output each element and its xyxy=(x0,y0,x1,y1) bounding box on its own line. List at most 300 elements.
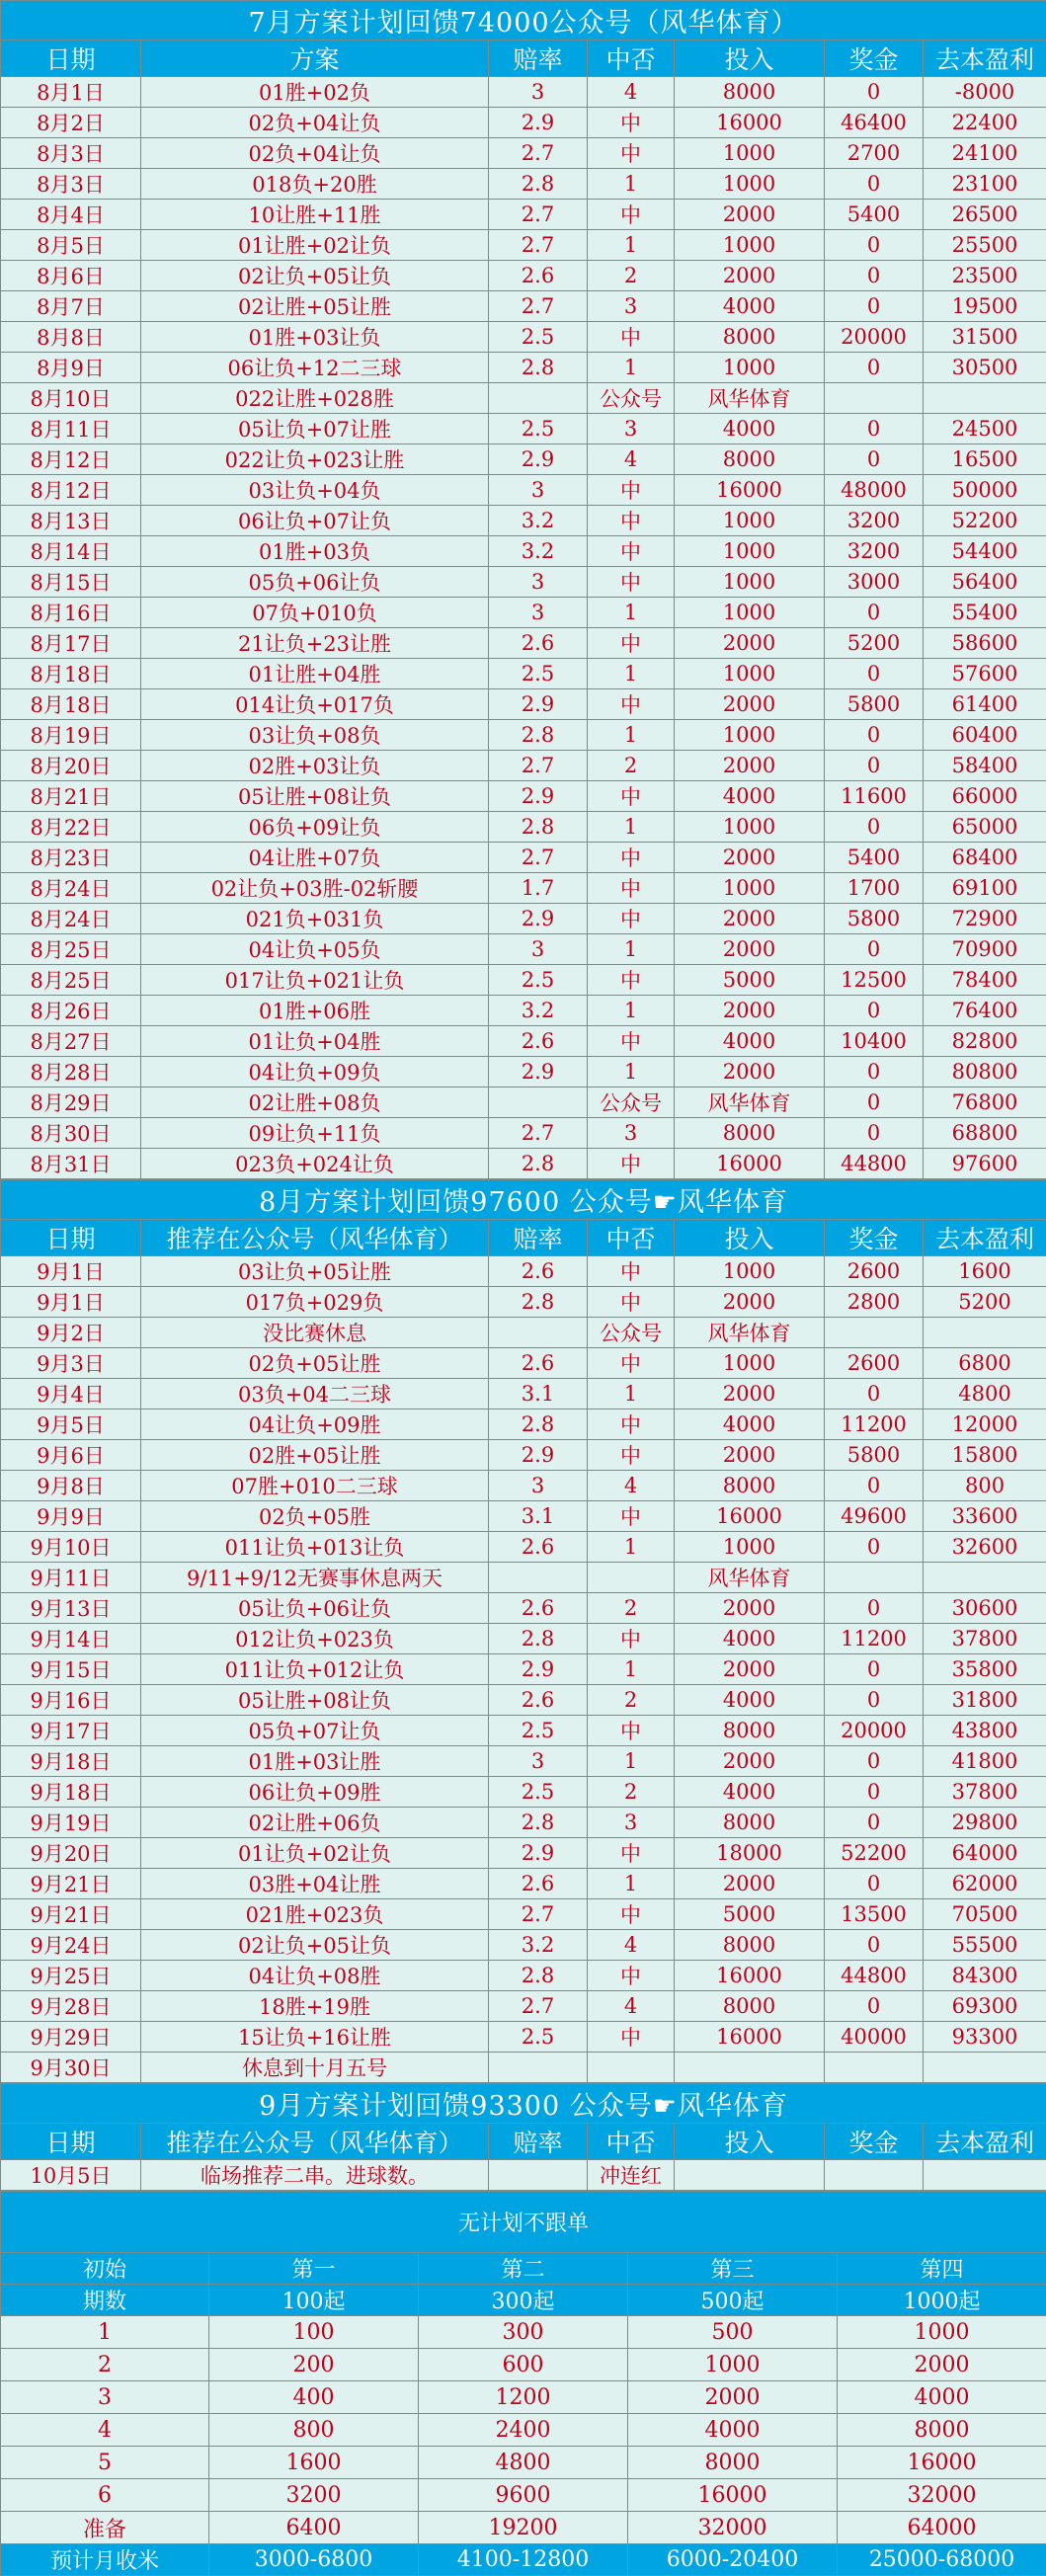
odds-cell: 2.6 xyxy=(489,1026,588,1057)
odds-cell: 2.9 xyxy=(489,1440,588,1471)
plan-cell: 07负+010负 xyxy=(141,598,489,628)
profit-cell: 50000 xyxy=(924,475,1046,506)
plan-cell: 05让负+07让胜 xyxy=(141,414,489,444)
date-cell: 9月18日 xyxy=(1,1746,141,1777)
ladder-amount-cell: 64000 xyxy=(838,2512,1046,2544)
profit-cell xyxy=(924,2160,1046,2191)
result-cell: 1 xyxy=(588,934,675,965)
prize-cell: 0 xyxy=(825,812,924,843)
odds-cell: 2.7 xyxy=(489,1991,588,2022)
prize-cell: 44800 xyxy=(825,1149,924,1179)
table-row xyxy=(1,1746,1046,1777)
stake-cell: 1000 xyxy=(675,812,825,843)
plan-cell: 05负+07让负 xyxy=(141,1716,489,1746)
table-row xyxy=(1,1501,1046,1532)
ladder-header: 第二 xyxy=(419,2253,628,2285)
odds-cell: 3.2 xyxy=(489,1930,588,1961)
column-header: 赔率 xyxy=(489,40,588,77)
result-cell: 中 xyxy=(588,904,675,934)
odds-cell: 3 xyxy=(489,934,588,965)
result-cell: 中 xyxy=(588,1501,675,1532)
prize-cell: 12500 xyxy=(825,965,924,996)
odds-cell: 2.6 xyxy=(489,1869,588,1899)
result-cell: 中 xyxy=(588,475,675,506)
prize-cell: 0 xyxy=(825,1685,924,1716)
ladder-step-cell: 3 xyxy=(1,2381,209,2414)
plan-cell: 06让负+07让负 xyxy=(141,506,489,536)
plan-cell: 02负+05让胜 xyxy=(141,1348,489,1379)
table-row xyxy=(1,536,1046,567)
result-cell: 中 xyxy=(588,536,675,567)
odds-cell: 2.6 xyxy=(489,628,588,659)
prize-cell: 20000 xyxy=(825,1716,924,1746)
stake-cell: 8000 xyxy=(675,322,825,353)
table-row xyxy=(1,1624,1046,1654)
result-cell: 1 xyxy=(588,659,675,689)
stake-cell: 4000 xyxy=(675,1624,825,1654)
result-cell: 中 xyxy=(588,200,675,230)
stake-cell: 2000 xyxy=(675,904,825,934)
odds-cell: 2.8 xyxy=(489,1624,588,1654)
income-row xyxy=(1,2544,1046,2576)
result-cell: 3 xyxy=(588,1118,675,1149)
ladder-step-cell: 5 xyxy=(1,2447,209,2479)
profit-cell: 82800 xyxy=(924,1026,1046,1057)
odds-cell: 3.2 xyxy=(489,506,588,536)
date-cell: 8月9日 xyxy=(1,353,141,383)
stake-cell: 16000 xyxy=(675,1501,825,1532)
header-row xyxy=(1,2124,1046,2160)
stake-cell: 1000 xyxy=(675,230,825,261)
table-row xyxy=(1,77,1046,108)
plan-cell: 休息到十月五号 xyxy=(141,2053,489,2083)
plan-cell: 01让负+02让负 xyxy=(141,1838,489,1869)
date-cell: 9月8日 xyxy=(1,1471,141,1501)
plan-cell: 014让负+017负 xyxy=(141,689,489,720)
ladder-subheader: 300起 xyxy=(419,2285,628,2316)
profit-cell: 23100 xyxy=(924,169,1046,200)
profit-cell: 4800 xyxy=(924,1379,1046,1409)
profit-cell: 55400 xyxy=(924,598,1046,628)
date-cell: 9月20日 xyxy=(1,1838,141,1869)
plan-cell: 04让负+09胜 xyxy=(141,1409,489,1440)
ladder-row xyxy=(1,2316,1046,2349)
stake-cell: 风华体育 xyxy=(675,1563,825,1593)
ladder-amount-cell: 4000 xyxy=(838,2381,1046,2414)
stake-cell: 1000 xyxy=(675,506,825,536)
odds-cell xyxy=(489,1563,588,1593)
prize-cell: 5200 xyxy=(825,628,924,659)
stake-cell: 4000 xyxy=(675,414,825,444)
profit-cell xyxy=(924,383,1046,414)
date-cell: 8月23日 xyxy=(1,843,141,873)
odds-cell: 2.8 xyxy=(489,812,588,843)
prize-cell: 0 xyxy=(825,230,924,261)
result-cell: 公众号 xyxy=(588,1318,675,1348)
stake-cell: 2000 xyxy=(675,1287,825,1318)
profit-cell: 61400 xyxy=(924,689,1046,720)
profit-cell: 23500 xyxy=(924,261,1046,291)
plan-cell: 06让负+09胜 xyxy=(141,1777,489,1808)
stake-cell: 16000 xyxy=(675,108,825,138)
plan-cell: 01让胜+02让负 xyxy=(141,230,489,261)
odds-cell: 2.5 xyxy=(489,414,588,444)
odds-cell: 2.8 xyxy=(489,353,588,383)
income-range: 25000-68000 xyxy=(838,2544,1046,2576)
profit-cell: 69300 xyxy=(924,1991,1046,2022)
odds-cell: 2.9 xyxy=(489,108,588,138)
result-cell: 3 xyxy=(588,291,675,322)
plan-cell: 06让负+12二三球 xyxy=(141,353,489,383)
plan-cell: 05让胜+08让负 xyxy=(141,1685,489,1716)
result-cell: 中 xyxy=(588,1899,675,1930)
plan-cell: 01胜+03让负 xyxy=(141,322,489,353)
odds-cell: 2.6 xyxy=(489,1685,588,1716)
odds-cell: 2.6 xyxy=(489,1532,588,1563)
odds-cell: 2.9 xyxy=(489,689,588,720)
plan-cell: 011让负+013让负 xyxy=(141,1532,489,1563)
date-cell: 8月18日 xyxy=(1,689,141,720)
date-cell: 8月6日 xyxy=(1,261,141,291)
ladder-amount-cell: 200 xyxy=(209,2349,419,2381)
stake-cell: 4000 xyxy=(675,1685,825,1716)
table-row xyxy=(1,322,1046,353)
plan-cell: 023负+024让负 xyxy=(141,1149,489,1179)
odds-cell: 2.5 xyxy=(489,1777,588,1808)
stake-cell: 2000 xyxy=(675,1869,825,1899)
odds-cell: 2.6 xyxy=(489,1593,588,1624)
result-cell: 1 xyxy=(588,1532,675,1563)
prize-cell: 3200 xyxy=(825,536,924,567)
prize-cell: 0 xyxy=(825,934,924,965)
plan-cell: 没比赛休息 xyxy=(141,1318,489,1348)
table-row xyxy=(1,567,1046,598)
table-row xyxy=(1,812,1046,843)
section-title: 8月方案计划回馈97600 公众号☛风华体育 xyxy=(1,1180,1046,1220)
result-cell: 中 xyxy=(588,965,675,996)
column-header: 奖金 xyxy=(825,1220,924,1256)
ladder-amount-cell: 4000 xyxy=(628,2414,838,2447)
prize-cell: 5800 xyxy=(825,904,924,934)
plan-cell: 04让负+09负 xyxy=(141,1057,489,1087)
profit-cell: 1600 xyxy=(924,1256,1046,1287)
ladder-header: 初始 xyxy=(1,2253,209,2285)
prize-cell: 0 xyxy=(825,1746,924,1777)
date-cell: 9月17日 xyxy=(1,1716,141,1746)
table-row xyxy=(1,598,1046,628)
date-cell: 9月13日 xyxy=(1,1593,141,1624)
date-cell: 8月12日 xyxy=(1,475,141,506)
result-cell: 中 xyxy=(588,689,675,720)
stake-cell: 1000 xyxy=(675,598,825,628)
result-cell: 中 xyxy=(588,506,675,536)
profit-cell: 76400 xyxy=(924,996,1046,1026)
date-cell: 9月9日 xyxy=(1,1501,141,1532)
column-header: 去本盈利 xyxy=(924,40,1046,77)
stake-cell: 5000 xyxy=(675,1899,825,1930)
table-row xyxy=(1,506,1046,536)
column-header: 方案 xyxy=(141,40,489,77)
prize-cell: 11200 xyxy=(825,1624,924,1654)
stake-cell: 16000 xyxy=(675,1149,825,1179)
profit-cell: 29800 xyxy=(924,1808,1046,1838)
prize-cell: 5400 xyxy=(825,200,924,230)
plan-cell: 022让负+023让胜 xyxy=(141,444,489,475)
date-cell: 8月30日 xyxy=(1,1118,141,1149)
odds-cell: 2.8 xyxy=(489,1961,588,1991)
plan-cell: 017负+029负 xyxy=(141,1287,489,1318)
ladder-amount-cell: 16000 xyxy=(838,2447,1046,2479)
profit-cell xyxy=(924,1318,1046,1348)
table-row xyxy=(1,261,1046,291)
prize-cell: 0 xyxy=(825,1593,924,1624)
ladder-amount-cell: 19200 xyxy=(419,2512,628,2544)
ladder-amount-cell: 32000 xyxy=(838,2479,1046,2512)
date-cell: 9月14日 xyxy=(1,1624,141,1654)
stake-cell: 1000 xyxy=(675,169,825,200)
prize-cell: 44800 xyxy=(825,1961,924,1991)
ladder-step-cell: 1 xyxy=(1,2316,209,2349)
odds-cell: 3.1 xyxy=(489,1379,588,1409)
table-row xyxy=(1,1057,1046,1087)
ladder-amount-cell: 1000 xyxy=(628,2349,838,2381)
profit-cell: 37800 xyxy=(924,1777,1046,1808)
prize-cell: 0 xyxy=(825,169,924,200)
ladder-amount-cell: 2400 xyxy=(419,2414,628,2447)
table-row xyxy=(1,1532,1046,1563)
result-cell: 1 xyxy=(588,1654,675,1685)
profit-cell: 41800 xyxy=(924,1746,1046,1777)
table-row xyxy=(1,1777,1046,1808)
table-row xyxy=(1,1838,1046,1869)
profit-cell: 60400 xyxy=(924,720,1046,751)
odds-cell xyxy=(489,1087,588,1118)
table-row xyxy=(1,353,1046,383)
odds-cell: 2.5 xyxy=(489,659,588,689)
date-cell: 8月29日 xyxy=(1,1087,141,1118)
plan-cell: 09让负+11负 xyxy=(141,1118,489,1149)
plan-cell: 03让负+08负 xyxy=(141,720,489,751)
prize-cell: 20000 xyxy=(825,322,924,353)
profit-cell: 57600 xyxy=(924,659,1046,689)
ladder-row xyxy=(1,2447,1046,2479)
table-row xyxy=(1,781,1046,812)
plan-cell: 03胜+04让胜 xyxy=(141,1869,489,1899)
plan-cell: 9/11+9/12无赛事休息两天 xyxy=(141,1563,489,1593)
date-cell: 8月14日 xyxy=(1,536,141,567)
prize-cell: 1700 xyxy=(825,873,924,904)
stake-cell: 4000 xyxy=(675,1409,825,1440)
stake-cell: 风华体育 xyxy=(675,1087,825,1118)
plan-cell: 03负+04二三球 xyxy=(141,1379,489,1409)
plan-cell: 021胜+023负 xyxy=(141,1899,489,1930)
profit-cell: 30600 xyxy=(924,1593,1046,1624)
result-cell: 中 xyxy=(588,1838,675,1869)
result-cell: 中 xyxy=(588,843,675,873)
plan-cell: 02让负+05让负 xyxy=(141,1930,489,1961)
result-cell: 1 xyxy=(588,230,675,261)
stake-cell: 8000 xyxy=(675,1471,825,1501)
stake-cell: 8000 xyxy=(675,1930,825,1961)
date-cell: 8月18日 xyxy=(1,659,141,689)
stake-cell: 8000 xyxy=(675,1808,825,1838)
table-row xyxy=(1,1808,1046,1838)
column-header: 去本盈利 xyxy=(924,1220,1046,1256)
odds-cell: 2.7 xyxy=(489,200,588,230)
stake-cell: 2000 xyxy=(675,261,825,291)
prize-cell: 0 xyxy=(825,1379,924,1409)
table-row xyxy=(1,1379,1046,1409)
date-cell: 9月11日 xyxy=(1,1563,141,1593)
date-cell: 9月15日 xyxy=(1,1654,141,1685)
date-cell: 8月27日 xyxy=(1,1026,141,1057)
date-cell: 9月16日 xyxy=(1,1685,141,1716)
ladder-step-cell: 准备 xyxy=(1,2512,209,2544)
column-header: 日期 xyxy=(1,2124,141,2160)
result-cell: 中 xyxy=(588,322,675,353)
table-row xyxy=(1,169,1046,200)
result-cell: 1 xyxy=(588,1746,675,1777)
profit-cell: 62000 xyxy=(924,1869,1046,1899)
table-row xyxy=(1,996,1046,1026)
odds-cell: 3 xyxy=(489,598,588,628)
odds-cell: 2.8 xyxy=(489,169,588,200)
date-cell: 9月29日 xyxy=(1,2022,141,2053)
ladder-header: 第一 xyxy=(209,2253,419,2285)
ladder-amount-cell: 4800 xyxy=(419,2447,628,2479)
table-row xyxy=(1,108,1046,138)
odds-cell: 2.8 xyxy=(489,1149,588,1179)
odds-cell: 3.2 xyxy=(489,996,588,1026)
odds-cell: 3 xyxy=(489,77,588,108)
table-row xyxy=(1,751,1046,781)
profit-cell: 65000 xyxy=(924,812,1046,843)
table-row xyxy=(1,934,1046,965)
stake-cell xyxy=(675,2053,825,2083)
date-cell: 9月3日 xyxy=(1,1348,141,1379)
ladder-row xyxy=(1,2512,1046,2544)
result-cell: 公众号 xyxy=(588,383,675,414)
ladder-amount-cell: 300 xyxy=(419,2316,628,2349)
table-row xyxy=(1,2160,1046,2191)
date-cell: 9月1日 xyxy=(1,1256,141,1287)
table-row xyxy=(1,291,1046,322)
prize-cell: 0 xyxy=(825,291,924,322)
stake-cell: 8000 xyxy=(675,1991,825,2022)
ladder-row xyxy=(1,2381,1046,2414)
plan-cell: 04让负+08胜 xyxy=(141,1961,489,1991)
profit-cell: 16500 xyxy=(924,444,1046,475)
stake-cell: 1000 xyxy=(675,720,825,751)
profit-cell: 26500 xyxy=(924,200,1046,230)
table-row xyxy=(1,965,1046,996)
stake-cell: 1000 xyxy=(675,1348,825,1379)
result-cell: 1 xyxy=(588,1869,675,1899)
date-cell: 8月24日 xyxy=(1,873,141,904)
prize-cell xyxy=(825,1318,924,1348)
prize-cell: 2700 xyxy=(825,138,924,169)
table-row xyxy=(1,444,1046,475)
prize-cell: 0 xyxy=(825,444,924,475)
date-cell: 8月26日 xyxy=(1,996,141,1026)
odds-cell: 3 xyxy=(489,1471,588,1501)
stake-cell: 1000 xyxy=(675,1256,825,1287)
date-cell: 10月5日 xyxy=(1,2160,141,2191)
date-cell: 8月19日 xyxy=(1,720,141,751)
profit-cell xyxy=(924,2053,1046,2083)
column-header: 推荐在公众号（风华体育） xyxy=(141,1220,489,1256)
table-row xyxy=(1,873,1046,904)
plan-cell: 011让负+012让负 xyxy=(141,1654,489,1685)
odds-cell: 1.7 xyxy=(489,873,588,904)
odds-cell: 2.7 xyxy=(489,1899,588,1930)
plan-cell: 01胜+03让胜 xyxy=(141,1746,489,1777)
result-cell: 1 xyxy=(588,169,675,200)
table-row xyxy=(1,138,1046,169)
table-row xyxy=(1,1471,1046,1501)
ladder-amount-cell: 600 xyxy=(419,2349,628,2381)
table-row xyxy=(1,904,1046,934)
date-cell: 8月5日 xyxy=(1,230,141,261)
ladder-amount-cell: 8000 xyxy=(838,2414,1046,2447)
column-header: 中否 xyxy=(588,40,675,77)
table-row xyxy=(1,414,1046,444)
plan-cell: 02让负+05让负 xyxy=(141,261,489,291)
income-range: 6000-20400 xyxy=(628,2544,838,2576)
date-cell: 8月20日 xyxy=(1,751,141,781)
prize-cell xyxy=(825,2160,924,2191)
stake-cell: 2000 xyxy=(675,200,825,230)
section-banner xyxy=(1,1180,1046,1220)
plan-cell: 06负+09让负 xyxy=(141,812,489,843)
stake-cell: 风华体育 xyxy=(675,383,825,414)
profit-cell: 35800 xyxy=(924,1654,1046,1685)
result-cell: 冲连红 xyxy=(588,2160,675,2191)
result-cell: 中 xyxy=(588,1256,675,1287)
result-cell: 中 xyxy=(588,1624,675,1654)
profit-cell: 70900 xyxy=(924,934,1046,965)
plan-cell: 01胜+02负 xyxy=(141,77,489,108)
date-cell: 8月11日 xyxy=(1,414,141,444)
table-row xyxy=(1,1256,1046,1287)
column-header: 投入 xyxy=(675,2124,825,2160)
profit-cell: 15800 xyxy=(924,1440,1046,1471)
column-header: 中否 xyxy=(588,1220,675,1256)
profit-cell: 32600 xyxy=(924,1532,1046,1563)
profit-cell: 84300 xyxy=(924,1961,1046,1991)
date-cell: 8月21日 xyxy=(1,781,141,812)
result-cell: 中 xyxy=(588,1409,675,1440)
income-label: 预计月收米 xyxy=(1,2544,209,2576)
odds-cell: 2.5 xyxy=(489,1716,588,1746)
prize-cell: 0 xyxy=(825,996,924,1026)
plan-cell: 02胜+03让负 xyxy=(141,751,489,781)
stake-cell: 2000 xyxy=(675,628,825,659)
date-cell: 9月2日 xyxy=(1,1318,141,1348)
stake-cell: 4000 xyxy=(675,291,825,322)
date-cell: 9月30日 xyxy=(1,2053,141,2083)
table-row xyxy=(1,1440,1046,1471)
ladder-amount-cell: 400 xyxy=(209,2381,419,2414)
august-plan-table xyxy=(0,0,1046,1179)
ladder-subheader: 1000起 xyxy=(838,2285,1046,2316)
date-cell: 8月24日 xyxy=(1,904,141,934)
prize-cell: 10400 xyxy=(825,1026,924,1057)
ladder-amount-cell: 1600 xyxy=(209,2447,419,2479)
plan-cell: 02胜+05让胜 xyxy=(141,1440,489,1471)
result-cell: 4 xyxy=(588,444,675,475)
prize-cell: 40000 xyxy=(825,2022,924,2053)
